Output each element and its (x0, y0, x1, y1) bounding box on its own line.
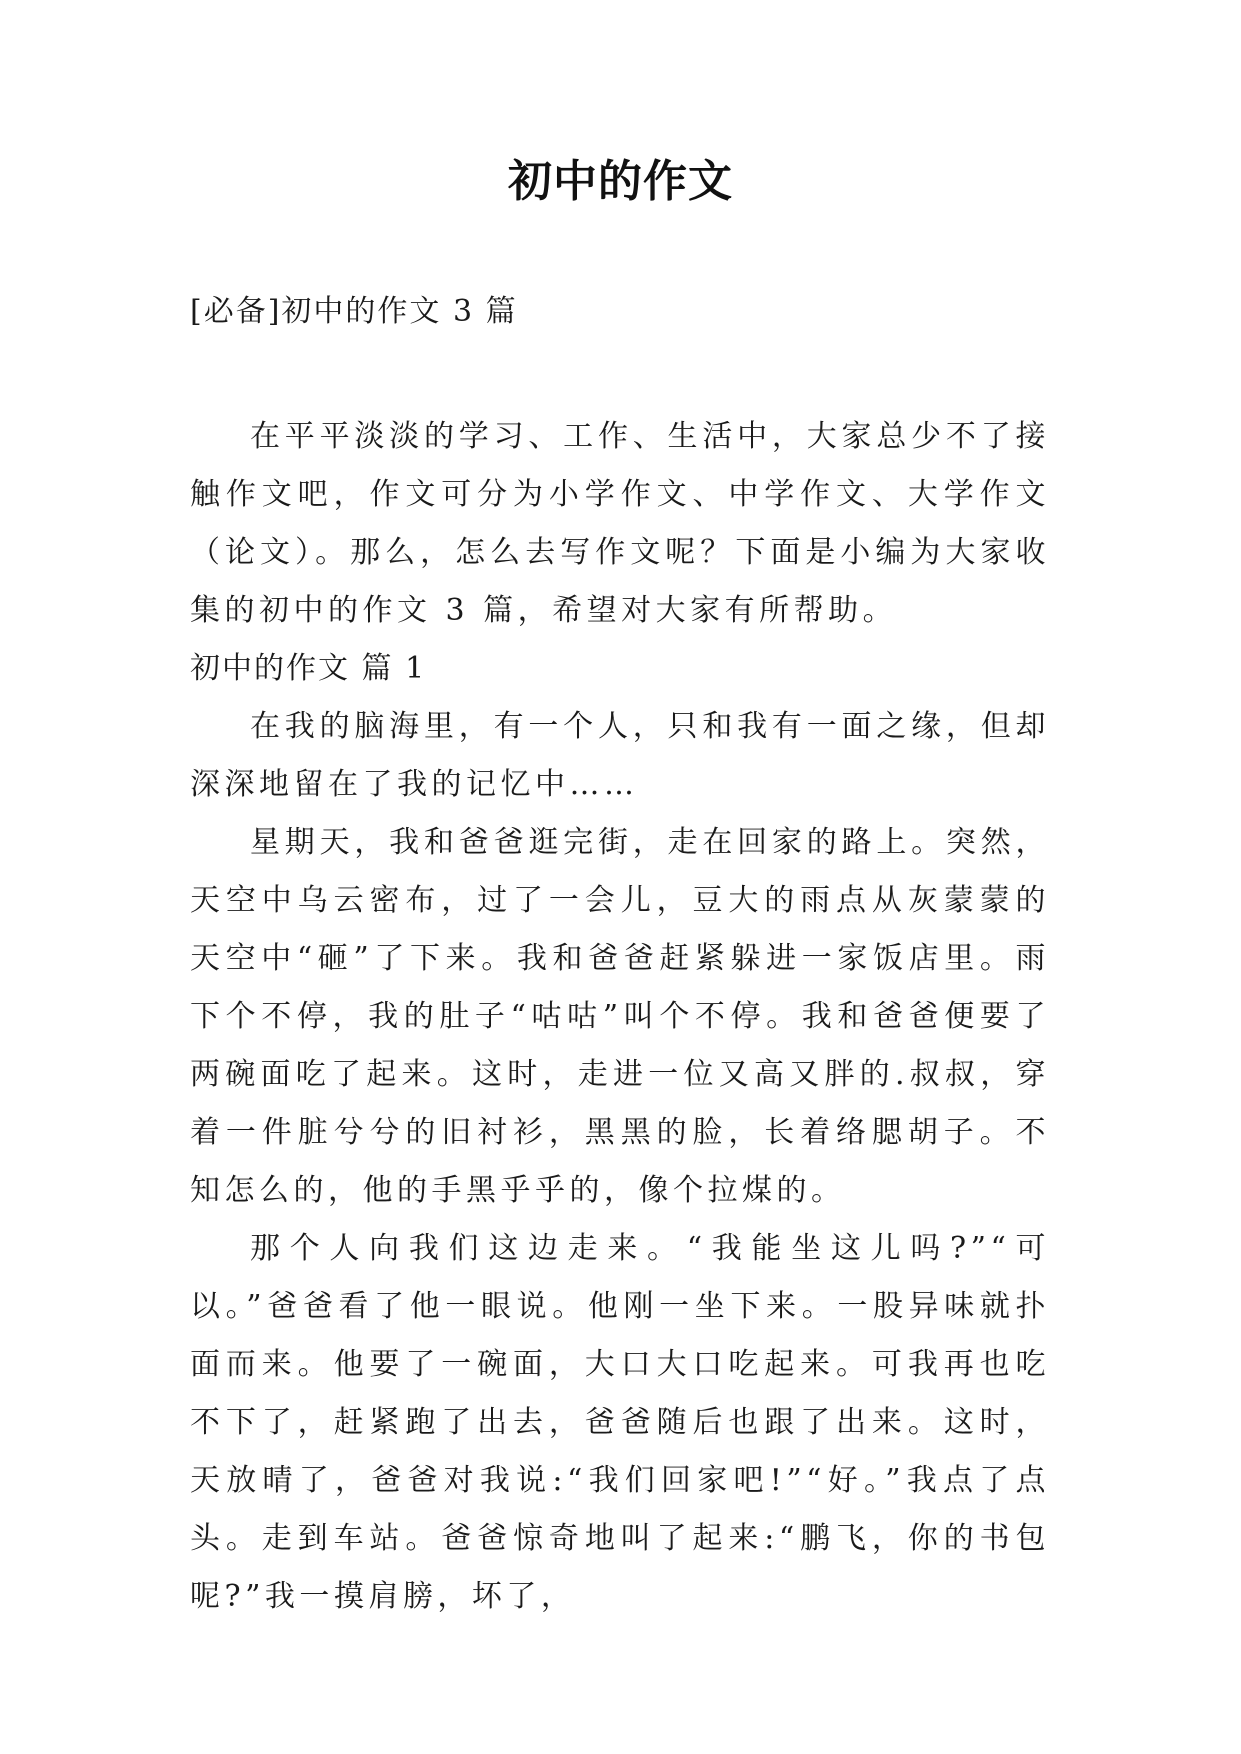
body-paragraph-2: 星期天，我和爸爸逛完街，走在回家的路上。突然，天空中乌云密布，过了一会儿，豆大的雨点从灰蒙蒙的天空中“砸”了下来。我和爸爸赶紧躲进一家饭店里。雨下个不停，我的肚子“咕咕”叫个不停。我和爸爸便要了两碗面吃了起来。这时，走进一位又高又胖的.叔叔，穿着一件脏兮兮的旧衬衫，黑黑的脸，长着络腮胡子。不知怎么的，他的手黑乎乎的，像个拉煤的。 (190, 825, 1050, 1208)
section-heading: 初中的作文 篇 1 (190, 651, 427, 686)
body-paragraph-3: 那个人向我们这边走来。“我能坐这儿吗?”“可以。”爸爸看了他一眼说。他刚一坐下来。一股异味就扑面而来。他要了一碗面，大口大口吃起来。可我再也吃不下了，赶紧跑了出去，爸爸随后也跟了出来。这时，天放晴了，爸爸对我说:“我们回家吧!”“好。”我点了点头。走到车站。爸爸惊奇地叫了起来:“鹏飞，你的书包呢?”我一摸肩膀，坏了， (190, 1231, 1050, 1614)
intro-paragraph: 在平平淡淡的学习、工作、生活中，大家总少不了接触作文吧，作文可分为小学作文、中学作文、大学作文（论文）。那么，怎么去写作文呢？下面是小编为大家收集的初中的作文 3 篇，希望对大家有所帮助。 (190, 419, 1050, 628)
body-paragraph-1: 在我的脑海里，有一个人，只和我有一面之缘，但却深深地留在了我的记忆中…… (190, 709, 1050, 802)
document-title: 初中的作文 (508, 156, 733, 207)
document-subtitle: [必备]初中的作文 3 篇 (190, 294, 518, 329)
document-body (190, 408, 1050, 1626)
